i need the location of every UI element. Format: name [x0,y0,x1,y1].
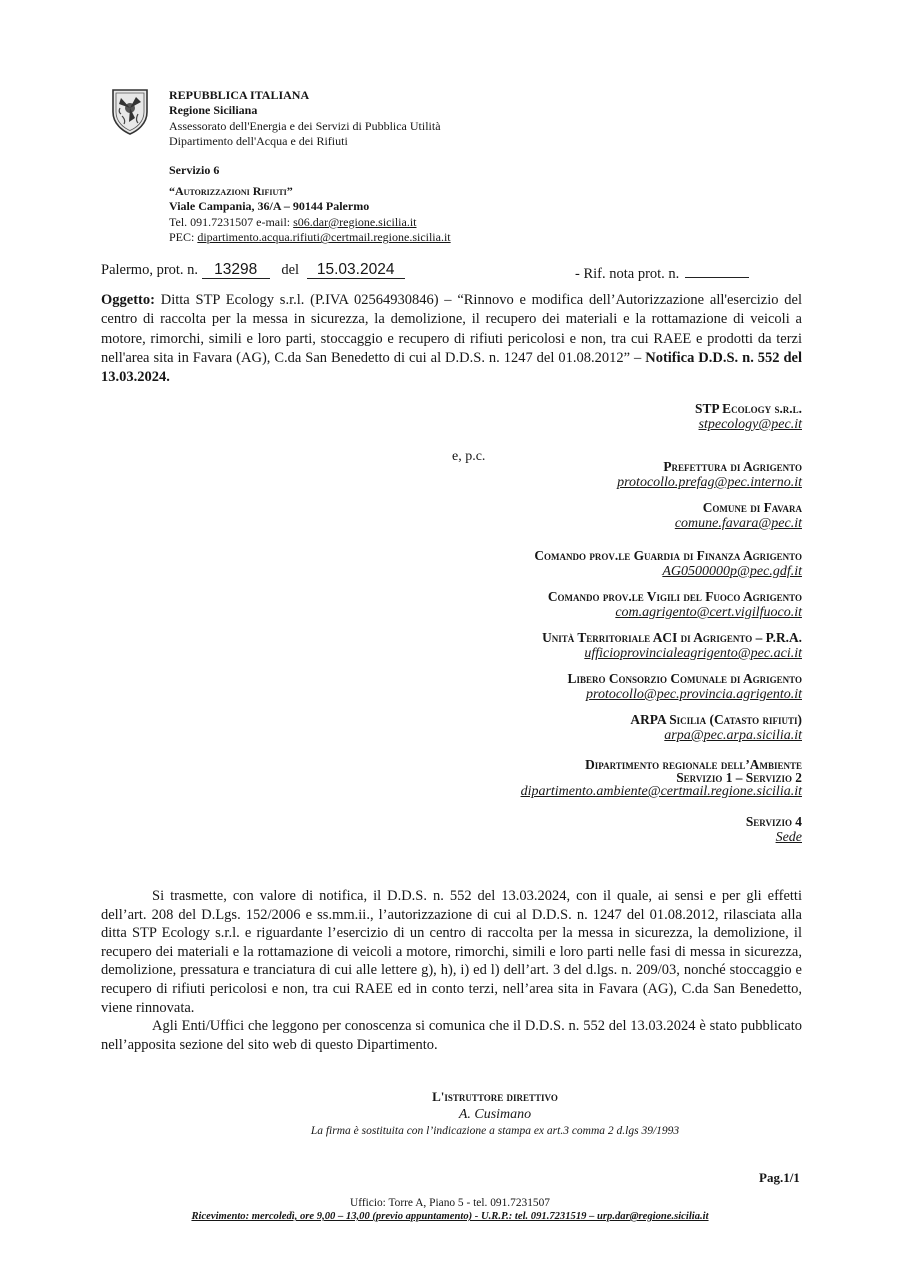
recipient-email[interactable]: dipartimento.ambiente@certmail.regione.sicilia.it [520,784,802,799]
trinacria-emblem-icon [109,86,151,136]
pec-label: PEC: [169,230,198,245]
recipient-email[interactable]: AG0500000p@pec.gdf.it [662,564,802,579]
reference-label: - Rif. nota prot. n. [575,266,680,282]
letterhead-department: Dipartimento dell'Acqua e dei Rifiuti [169,134,348,149]
recipient-name: Comune di Favara [702,500,802,515]
protocol-line [101,262,405,279]
footer [150,1196,750,1224]
body-paragraph-1: Si trasmette, con valore di notifica, il D.D.S. n. 552 del 13.03.2024, con il quale, ai sensi e per gli effetti dell’art. 208 del D.Lgs. 152/2006 e ss.mm.ii., l’autorizzazione di cui al D.D.S. n. 1247 del 01.08.2012, rilasciata alla ditta STP Ecology s.r.l. e riguardante l’esercizio di un centro di raccolta per la messa in sicurezza, la demolizione, il recupero dei materiali e la rottamazione di veicoli a motore, rimorchi, simili e loro parti nelle fasi di messa in sicurezza, demolizione, pressatura e tranciatura di cui alle lettere g), h), i) ed l) dell’art. 3 del d.lgs. n. 209/03, nonché stoccaggio e recupero di rifiuti pericolosi e non, tra cui RAEE ed in conto terzi, nell’area sita in Favara (AG), C.da San Benedetto, viene rinnovata. [101,888,802,1016]
subject-text: Ditta STP Ecology s.r.l. (P.IVA 02564930846) – “Rinnovo e modifica dell’Autorizzazione all'esercizio del centro di raccolta per la messa in sicurezza, la demolizione, il recupero dei materiali e la rottamazione di veicoli a motore, rimorchi, simili e loro parti, stoccaggio e recupero di rifiuti pericolosi e non, tra cui RAEE e prodotti da terzi nell'area sita in Favara (AG), C.da San Benedetto di cui al D.D.S. n. 1247 del 01.08.2012” – [101,292,803,366]
recipient [521,459,802,491]
letterhead-contacts [169,215,451,230]
recipient-name: Dipartimento regionale dell’Ambiente [585,757,802,772]
recipient-email[interactable]: comune.favara@pec.it [674,516,802,531]
letterhead-republic: REPUBBLICA ITALIANA [169,88,310,102]
body-paragraph-2: Agli Enti/Uffici che leggono per conoscenza si comunica che il D.D.S. n. 552 del 13.03.2024 è stato pubblicato nell’apposita sezione del sito web di questo Dipartimento. [101,1018,802,1053]
protocol-date: 15.03.2024 [307,262,405,279]
recipient [521,630,802,662]
cc-label: e, p.c. [452,449,486,464]
pec-link[interactable]: dipartimento.acqua.rifiuti@certmail.regione.sicilia.it [197,230,451,245]
email-link[interactable]: s06.dar@regione.sicilia.it [293,214,417,229]
recipient-name: Servizio 4 [745,814,802,829]
recipient [521,500,802,532]
subject-notification: Notifica D.D.S. n. 552 del 13.03.2024. [101,349,803,386]
recipient-email[interactable]: stpecology@pec.it [698,417,802,432]
recipient [521,814,802,846]
protocol-del-label: del [281,262,300,278]
recipient [521,548,802,580]
letterhead-pec [169,230,451,245]
recipient [521,712,802,744]
recipient-name: ARPA Sicilia (Catasto rifiuti) [630,712,802,727]
letterhead-region: Regione Siciliana [169,103,258,118]
reference-line [575,266,749,283]
recipients-list [521,401,802,855]
letterhead-assessorato: Assessorato dell'Energia e dei Servizi di Pubblica Utilità [169,118,441,133]
letterhead-service-name: “Autorizzazioni Rifiuti” [169,184,293,199]
recipient-email[interactable]: com.agrigento@cert.vigilfuoco.it [615,605,802,620]
signature-note: La firma è sostituita con l’indicazione a stampa ex art.3 comma 2 d.lgs 39/1993 [310,1125,680,1137]
signature-title: L'istruttore direttivo [432,1089,558,1104]
recipient [521,589,802,621]
footer-office: Ufficio: Torre A, Piano 5 - tel. 091.7231507 [350,1197,550,1209]
signature-name: A. Cusimano [458,1107,532,1122]
recipient [521,671,802,703]
recipient-name: Prefettura di Agrigento [663,459,802,474]
recipient-email[interactable]: protocollo@pec.provincia.agrigento.it [586,687,802,702]
subject-paragraph [101,291,802,387]
signature-block [300,1089,690,1137]
letterhead [169,88,451,246]
recipient-email[interactable]: ufficioprovincialeagrigento@pec.aci.it [584,646,802,661]
recipient [521,401,802,433]
letterhead-service: Servizio 6 [169,162,220,177]
protocol-number: 13298 [202,262,270,279]
body-text [101,887,802,1054]
recipient-email[interactable]: arpa@pec.arpa.sicilia.it [664,728,802,743]
recipient-name: STP Ecology s.r.l. [695,401,802,416]
page-number: Pag.1/1 [759,1170,800,1185]
footer-reception: Ricevimento: mercoledì, ore 9,00 – 13,00 (previo appuntamento) - U.R.P.: tel. 091.7231519 – urp.dar@regione.sicilia.it [191,1211,709,1222]
letterhead-address: Viale Campania, 36/A – 90144 Palermo [169,199,370,214]
recipient-name-services: Servizio 1 – Servizio 2 [676,770,802,785]
recipient-location: Sede [775,830,802,845]
subject-label: Oggetto: [101,292,155,308]
protocol-prefix: Palermo, prot. n. [101,262,199,278]
recipient-name: Comando prov.le Vigili del Fuoco Agrigento [547,589,802,604]
recipient-name: Libero Consorzio Comunale di Agrigento [567,671,802,686]
tel-label: Tel. 091.7231507 e-mail: [169,214,294,229]
recipient-name: Comando prov.le Guardia di Finanza Agrigento [534,548,802,563]
recipient [521,758,802,800]
recipient-name: Unità Territoriale ACI di Agrigento – P.R.A. [542,630,802,645]
reference-blank [685,277,749,278]
recipient-email[interactable]: protocollo.prefag@pec.interno.it [617,475,802,490]
